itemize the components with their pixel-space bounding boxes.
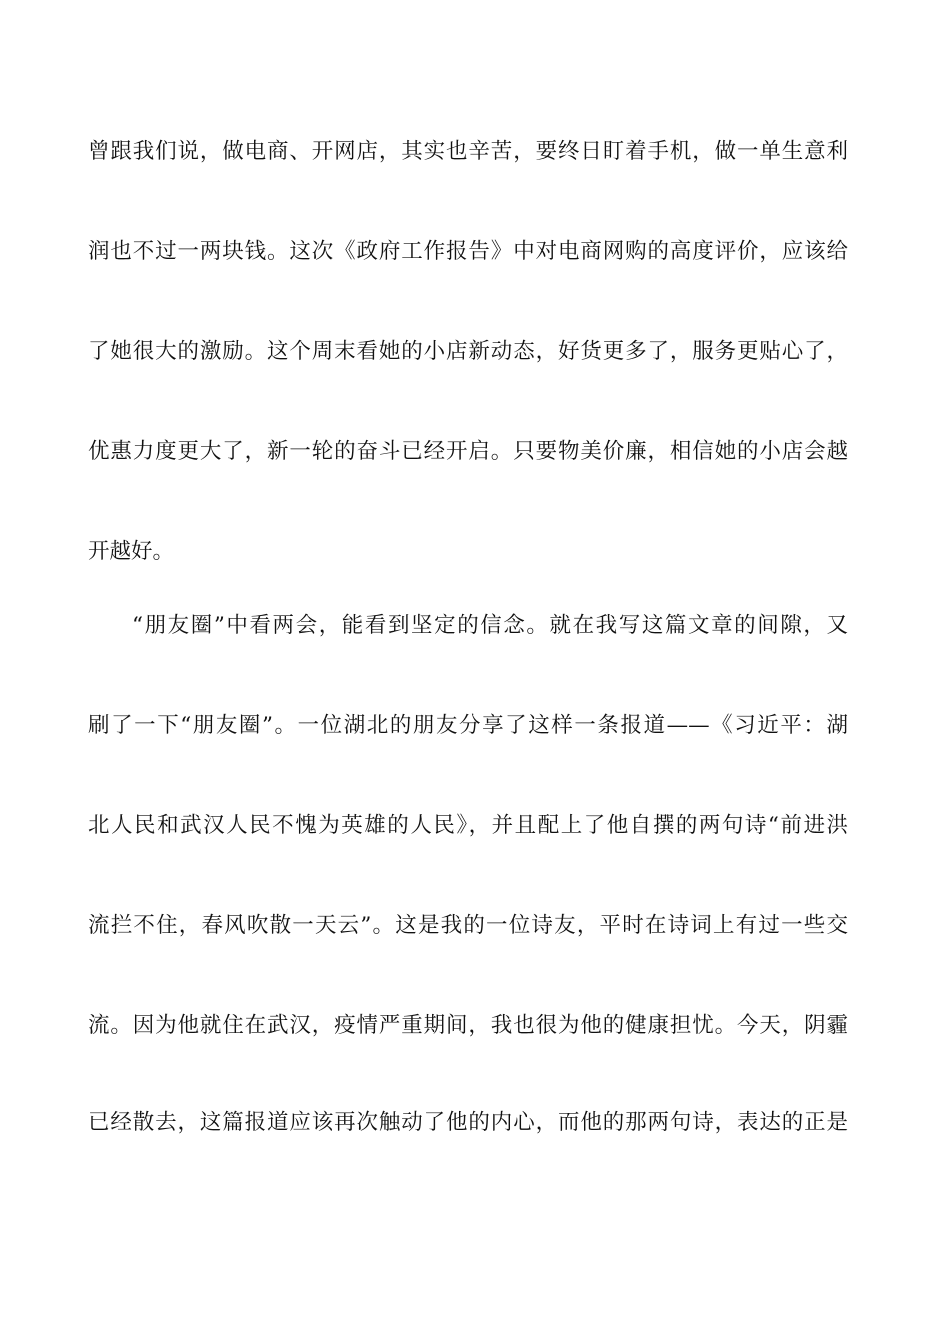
paragraph-line: “朋友圈”中看两会，能看到坚定的信念。就在我写这篇文章的间隙，又	[132, 613, 848, 638]
paragraph-line: 了她很大的激励。这个周末看她的小店新动态，好货更多了，服务更贴心了，	[88, 339, 848, 364]
paragraph-line: 流。因为他就住在武汉，疫情严重期间，我也很为他的健康担忧。今天，阴霾	[88, 1013, 848, 1038]
paragraph-line: 润也不过一两块钱。这次《政府工作报告》中对电商网购的高度评价，应该给	[88, 239, 848, 264]
paragraph-line: 北人民和武汉人民不愧为英雄的人民》，并且配上了他自撰的两句诗“前进洪	[88, 813, 848, 838]
paragraph-line: 已经散去，这篇报道应该再次触动了他的内心，而他的那两句诗，表达的正是	[88, 1110, 848, 1135]
paragraph-line: 曾跟我们说，做电商、开网店，其实也辛苦，要终日盯着手机，做一单生意利	[88, 139, 848, 164]
paragraph-line: 流拦不住，春风吹散一天云”。这是我的一位诗友，平时在诗词上有过一些交	[88, 913, 848, 938]
paragraph-line: 刷了一下“朋友圈”。一位湖北的朋友分享了这样一条报道——《习近平：湖	[88, 713, 848, 738]
paragraph-line: 优惠力度更大了，新一轮的奋斗已经开启。只要物美价廉，相信她的小店会越	[88, 439, 848, 464]
paragraph-line: 开越好。	[88, 539, 175, 564]
